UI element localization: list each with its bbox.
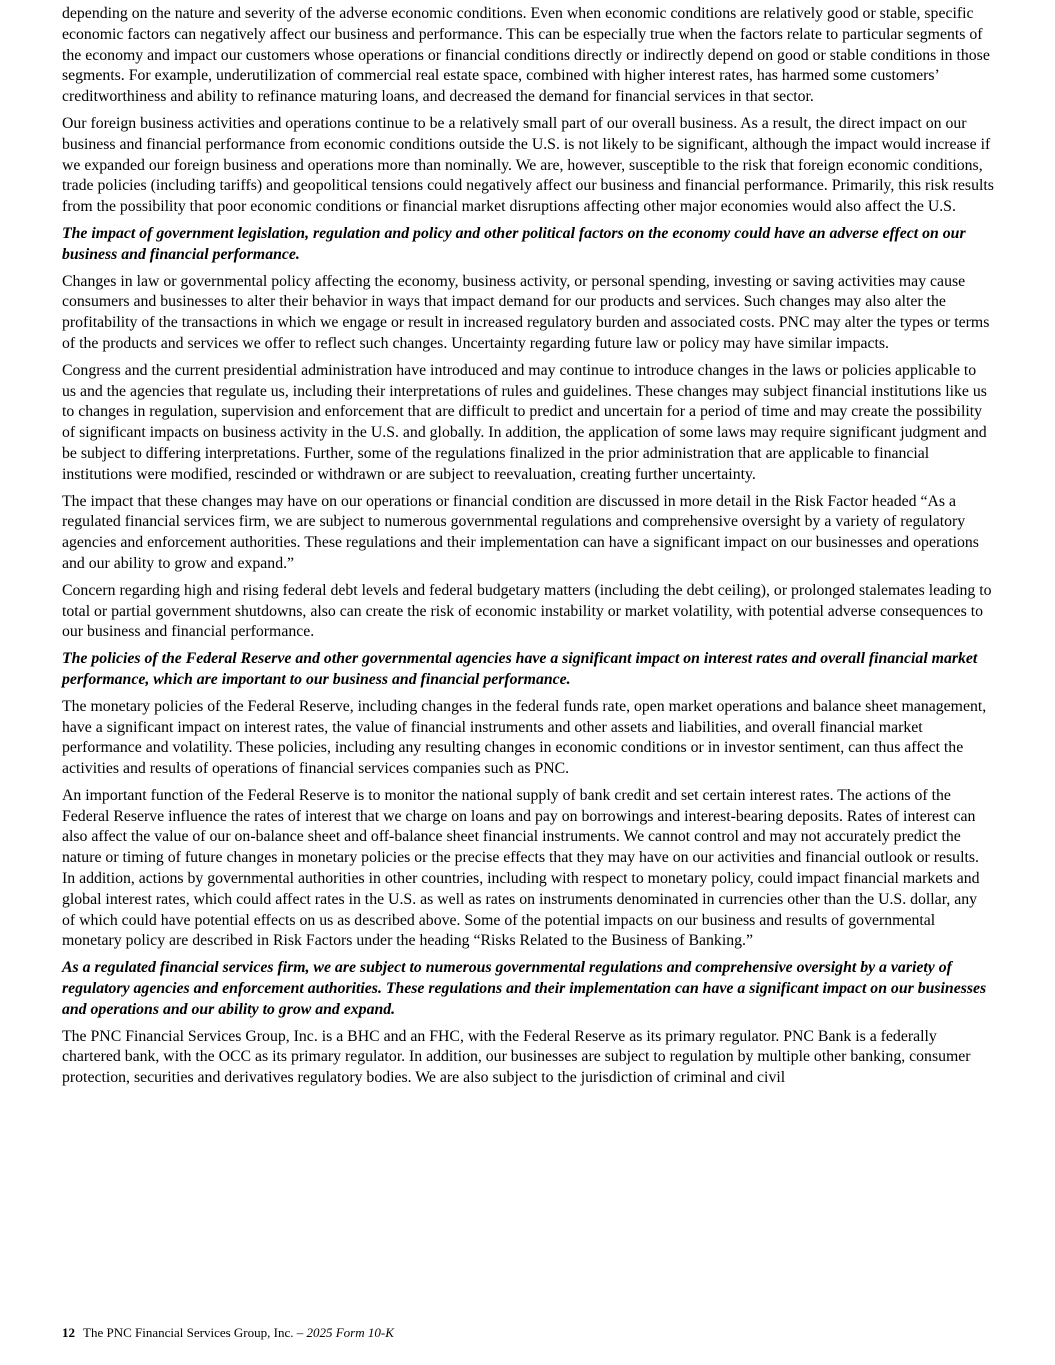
footer-company: The PNC Financial Services Group, Inc. –: [83, 1325, 307, 1340]
paragraph: Concern regarding high and rising federal debt levels and federal budgetary matters (including the debt ceiling), or prolonged stalemates leading to total or partial government shutdowns, also can create the risk of economic instability or market volatility, with potential adverse consequences to our business and financial performance.: [62, 581, 992, 641]
paragraph: An important function of the Federal Reserve is to monitor the national supply of bank credit and set certain interest rates. The actions of the Federal Reserve influence the rates of interest that we charge on loans and pay on borrowings and interest-bearing deposits. Rates of interest can also affect the value of our on-balance sheet and off-balance sheet financial instruments. We cannot control and may not accurately predict the nature or timing of future changes in monetary policies or the precise effects that they may have on our activities and financial outlook or results. In addition, actions by governmental authorities in other countries, including with respect to monetary policy, could impact financial markets and global interest rates, which could affect rates in the U.S. as well as rates on instruments denominated in currencies other than the U.S. dollar, any of which could have potential effects on us as described above. Some of the potential impacts on our business and results of governmental monetary policy are described in Risk Factors under the heading “Risks Related to the Business of Banking.”: [62, 786, 980, 950]
footer-form: 2025 Form 10-K: [306, 1325, 394, 1340]
paragraph: The PNC Financial Services Group, Inc. is a BHC and an FHC, with the Federal Reserve as its primary regulator. PNC Bank is a federally chartered bank, with the OCC as its primary regulator. In addition, our businesses are subject to regulation by multiple other banking, consumer protection, securities and derivatives regulatory bodies. We are also subject to the jurisdiction of criminal and civil: [62, 1027, 971, 1087]
paragraph: depending on the nature and severity of the adverse economic conditions. Even when economic conditions are relatively good or stable, specific economic factors can negatively affect our business and performance. This can be especially true when the factors relate to particular segments of the economy and impact our customers whose operations or financial conditions directly or indirectly depend on good or stable conditions in those segments. For example, underutilization of commercial real estate space, combined with higher interest rates, has harmed some customers’ creditworthiness and ability to refinance maturing loans, and decreased the demand for financial services in that sector.: [62, 5, 990, 106]
section-heading: The impact of government legislation, regulation and policy and other political factors on the economy could have an adverse effect on our business and financial performance.: [62, 224, 966, 263]
paragraph: Congress and the current presidential administration have introduced and may continue to introduce changes in the laws or policies applicable to us and the agencies that regulate us, including their interpretations of rules and guidelines. These changes may subject financial institutions like us to changes in regulation, supervision and enforcement that are difficult to predict and uncertain for a period of time and may create the possibility of significant impacts on business activity in the U.S. and globally. In addition, the application of some laws may require significant judgment and be subject to differing interpretations. Further, some of the regulations finalized in the prior administration that are applicable to financial institutions were modified, rescinded or withdrawn or are subject to reevaluation, creating further uncertainty.: [62, 361, 987, 483]
page-number: 12: [62, 1325, 75, 1340]
document-body: [62, 4, 994, 1095]
section-heading: The policies of the Federal Reserve and other governmental agencies have a significant impact on interest rates and overall financial market performance, which are important to our business and financial performance.: [62, 650, 978, 688]
paragraph: Our foreign business activities and operations continue to be a relatively small part of our overall business. As a result, the direct impact on our business and financial performance from economic conditions outside the U.S. is not likely to be significant, although the impact would increase if we expanded our foreign business and operations more than nominally. We are, however, susceptible to the risk that foreign economic conditions, trade policies (including tariffs) and geopolitical tensions could negatively affect our business and financial performance. Primarily, this risk results from the possibility that poor economic conditions or financial market disruptions affecting other major economies would also affect the U.S.: [62, 114, 994, 216]
section-heading: As a regulated financial services firm, we are subject to numerous governmental regulations and comprehensive oversight by a variety of regulatory agencies and enforcement authorities. These regulations and their implementation can have a significant impact on our businesses and operations and our ability to grow and expand.: [62, 959, 987, 1018]
paragraph: The impact that these changes may have on our operations or financial condition are discussed in more detail in the Risk Factor headed “As a regulated financial services firm, we are subject to numerous governmental regulations and comprehensive oversight by a variety of regulatory agencies and enforcement authorities. These regulations and their implementation can have a significant impact on our businesses and operations and our ability to grow and expand.”: [62, 492, 979, 572]
paragraph: Changes in law or governmental policy affecting the economy, business activity, or personal spending, investing or saving activities may cause consumers and businesses to alter their behavior in ways that impact demand for our products and services. Such changes may also alter the profitability of the transactions in which we engage or result in increased regulatory burden and associated costs. PNC may alter the types or terms of the products and services we offer to reflect such changes. Uncertainty regarding future law or policy may have similar impacts.: [62, 272, 990, 352]
page-footer: [62, 1325, 394, 1341]
paragraph: The monetary policies of the Federal Reserve, including changes in the federal funds rate, open market operations and balance sheet management, have a significant impact on interest rates, the value of financial instruments and other assets and liabilities, and overall financial market performance and volatility. These policies, including any resulting changes in economic conditions or in investor sentiment, can thus affect the activities and results of operations of financial services companies such as PNC.: [62, 697, 987, 778]
